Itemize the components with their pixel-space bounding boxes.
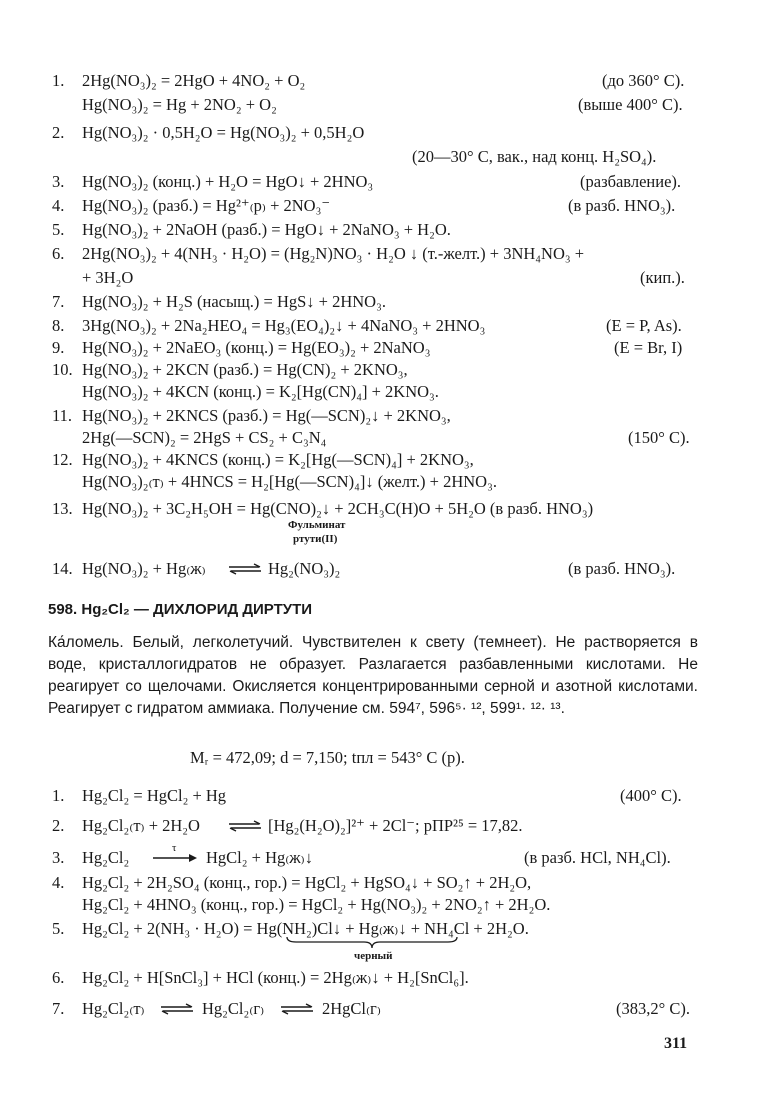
calomel-reaction-3-number: 3. — [52, 848, 65, 867]
reaction-3-number: 3. — [52, 172, 65, 191]
calomel-reaction-5: Hg₂Cl₂ + 2(NH₃ · H₂O) = Hg(NH₂)Cl↓ + Hg₍ж₎↓ + NH₄Cl + 2H₂O. — [82, 919, 529, 938]
description-paragraph: Ка́ломель. Белый, легколетучий. Чувствителен к свету (темнеет). Не растворяется в воде, кристаллогидратов не образует. Разлагается разбавленными кислотами. Не реагирует со щелочами. Окисляется концентрированными серной и азотной кислотами. Реагирует с гидратом аммиака. Получение см. 594⁷, 596⁵· ¹², 599¹· ¹²· ¹³. — [48, 634, 698, 717]
calomel-reaction-4-line1: Hg₂Cl₂ + 2H₂SO₄ (конц., гор.) = HgCl₂ + HgSO₄↓ + SO₂↑ + 2H₂O, — [82, 873, 532, 892]
calomel-reaction-1-number: 1. — [52, 786, 65, 805]
reaction-9-condition: (E = Br, I) — [614, 338, 683, 357]
reaction-12-number: 12. — [52, 450, 73, 469]
calomel-reaction-7-number: 7. — [52, 999, 65, 1018]
reaction-7-equation: Hg(NO₃)₂ + H₂S (насыщ.) = HgS↓ + 2HNO₃. — [82, 292, 386, 311]
reaction-1-equation: 2Hg(NO₃)₂ = 2HgO + 4NO₂ + O₂ — [82, 71, 306, 90]
fulminate-caption: Фульминат — [288, 519, 346, 531]
calomel-reaction-4-number: 4. — [52, 873, 65, 892]
equilibrium-arrow-icon — [160, 1003, 194, 1015]
reaction-2-condition: (20—30° С, вак., над конц. H₂SO₄). — [412, 147, 657, 166]
calomel-reaction-7-condition: (383,2° С). — [616, 999, 690, 1018]
calomel-reaction-6-number: 6. — [52, 968, 65, 987]
physical-constants: Mᵣ = 472,09; d = 7,150; tпл = 543° С (р). — [190, 748, 465, 767]
reaction-5-number: 5. — [52, 220, 65, 239]
reaction-10-equation: Hg(NO₃)₂ + 4KCN (конц.) = K₂[Hg(CN)₄] + 2KNO₃. — [82, 382, 439, 401]
reaction-8-equation: 3Hg(NO₃)₂ + 2Na₂HEO₄ = Hg₃(EO₄)₂↓ + 4NaNO₃ + 2HNO₃ — [82, 316, 486, 335]
reaction-10-equation: Hg(NO₃)₂ + 2KCN (разб.) = Hg(CN)₂ + 2KNO₃, — [82, 360, 408, 379]
calomel-reaction-2-number: 2. — [52, 816, 65, 835]
calomel-reaction-3-condition: (в разб. HCl, NH₄Cl). — [524, 848, 671, 867]
underbrace-icon — [286, 936, 458, 950]
reaction-11-equation: 2Hg(—SCN)₂ = 2HgS + CS₂ + C₃N₄ — [82, 428, 327, 447]
reaction-11-number: 11. — [52, 406, 73, 425]
reaction-3-condition: (разбавление). — [580, 172, 682, 191]
reaction-14-condition: (в разб. HNO₃). — [568, 559, 676, 578]
reaction-6-number: 6. — [52, 244, 65, 263]
reaction-13-number: 13. — [52, 499, 73, 518]
reaction-11-equation: Hg(NO₃)₂ + 2KNCS (разб.) = Hg(—SCN)₂↓ + 2KNO₃, — [82, 406, 451, 425]
reaction-11-condition: (150° С). — [628, 428, 690, 447]
calomel-reaction-7-c: 2HgCl₍г₎ — [322, 999, 381, 1018]
reaction-8-number: 8. — [52, 316, 65, 335]
reaction-14-number: 14. — [52, 559, 73, 578]
reaction-6-condition: (кип.). — [640, 268, 685, 287]
calomel-reaction-7-b: Hg₂Cl₂₍г₎ — [202, 999, 265, 1018]
calomel-reaction-7-a: Hg₂Cl₂₍т₎ — [82, 999, 145, 1018]
black-caption: черный — [354, 950, 393, 962]
calomel-reaction-3-left: Hg₂Cl₂ — [82, 848, 130, 867]
reaction-2-number: 2. — [52, 123, 65, 142]
calomel-reaction-5-number: 5. — [52, 919, 65, 938]
reaction-4-equation: Hg(NO₃)₂ (разб.) = Hg²⁺₍р₎ + 2NO₃⁻ — [82, 196, 331, 215]
calomel-reaction-6: Hg₂Cl₂ + H[SnCl₃] + HCl (конц.) = 2Hg₍ж₎↓ + H₂[SnCl₆]. — [82, 968, 469, 987]
calomel-reaction-1: Hg₂Cl₂ = HgCl₂ + Hg — [82, 786, 227, 805]
equilibrium-arrow-icon — [228, 563, 262, 575]
calomel-reaction-2-left: Hg₂Cl₂₍т₎ + 2H₂O — [82, 816, 200, 835]
calomel-reaction-4-line2: Hg₂Cl₂ + 4HNO₃ (конц., гор.) = HgCl₂ + Hg(NO₃)₂ + 2NO₂↑ + 2H₂O. — [82, 895, 551, 914]
reaction-8-condition: (E = P, As). — [606, 316, 682, 335]
reaction-1-equation: Hg(NO₃)₂ = Hg + 2NO₂ + O₂ — [82, 95, 277, 114]
reaction-4-number: 4. — [52, 196, 65, 215]
reaction-12-equation: Hg(NO₃)₂₍т₎ + 4HNCS = H₂[Hg(—SCN)₄]↓ (желт.) + 2HNO₃. — [82, 472, 497, 491]
heat-label: τ — [172, 842, 177, 854]
reaction-3-equation: Hg(NO₃)₂ (конц.) + H₂O = HgO↓ + 2HNO₃ — [82, 172, 374, 191]
reaction-4-condition: (в разб. HNO₃). — [568, 196, 676, 215]
reaction-1-condition: (до 360° С). — [602, 71, 685, 90]
reaction-12-equation: Hg(NO₃)₂ + 4KNCS (конц.) = K₂[Hg(—SCN)₄] + 2KNO₃, — [82, 450, 474, 469]
equilibrium-arrow-icon — [280, 1003, 314, 1015]
reaction-2-equation: Hg(NO₃)₂ · 0,5H₂O = Hg(NO₃)₂ + 0,5H₂O — [82, 123, 365, 142]
reaction-7-number: 7. — [52, 292, 65, 311]
fulminate-caption-2: ртути(II) — [293, 533, 338, 545]
equilibrium-arrow-icon — [228, 820, 262, 832]
reaction-1-number: 1. — [52, 71, 65, 90]
reaction-6-equation: + 3H₂O — [82, 268, 134, 287]
reaction-10-number: 10. — [52, 360, 73, 379]
reaction-13-equation: Hg(NO₃)₂ + 3C₂H₅OH = Hg(CNO)₂↓ + 2CH₃C(H)O + 5H₂O (в разб. HNO₃) — [82, 499, 594, 518]
reaction-9-number: 9. — [52, 338, 65, 357]
reaction-5-equation: Hg(NO₃)₂ + 2NaOH (разб.) = HgO↓ + 2NaNO₃ + H₂O. — [82, 220, 451, 239]
reaction-1-condition: (выше 400° С). — [578, 95, 683, 114]
calomel-reaction-3-right: HgCl₂ + Hg₍ж₎↓ — [206, 848, 313, 867]
calomel-reaction-2-right: [Hg₂(H₂O)₂]²⁺ + 2Cl⁻; рПР²⁵ = 17,82. — [268, 816, 523, 835]
page-number: 311 — [664, 1035, 688, 1052]
reaction-9-equation: Hg(NO₃)₂ + 2NaEO₃ (конц.) = Hg(EO₃)₂ + 2NaNO₃ — [82, 338, 431, 357]
reaction-14-left: Hg(NO₃)₂ + Hg₍ж₎ — [82, 559, 206, 578]
calomel-reaction-1-condition: (400° С). — [620, 786, 682, 805]
reaction-14-right: Hg₂(NO₃)₂ — [268, 559, 341, 578]
right-arrow-icon — [152, 852, 198, 864]
reaction-6-equation: 2Hg(NO₃)₂ + 4(NH₃ · H₂O) = (Hg₂N)NO₃ · H₂O ↓ (т.-желт.) + 3NH₄NO₃ + — [82, 244, 585, 263]
section-heading: 598. Hg₂Cl₂ — ДИХЛОРИД ДИРТУТИ — [48, 601, 313, 618]
